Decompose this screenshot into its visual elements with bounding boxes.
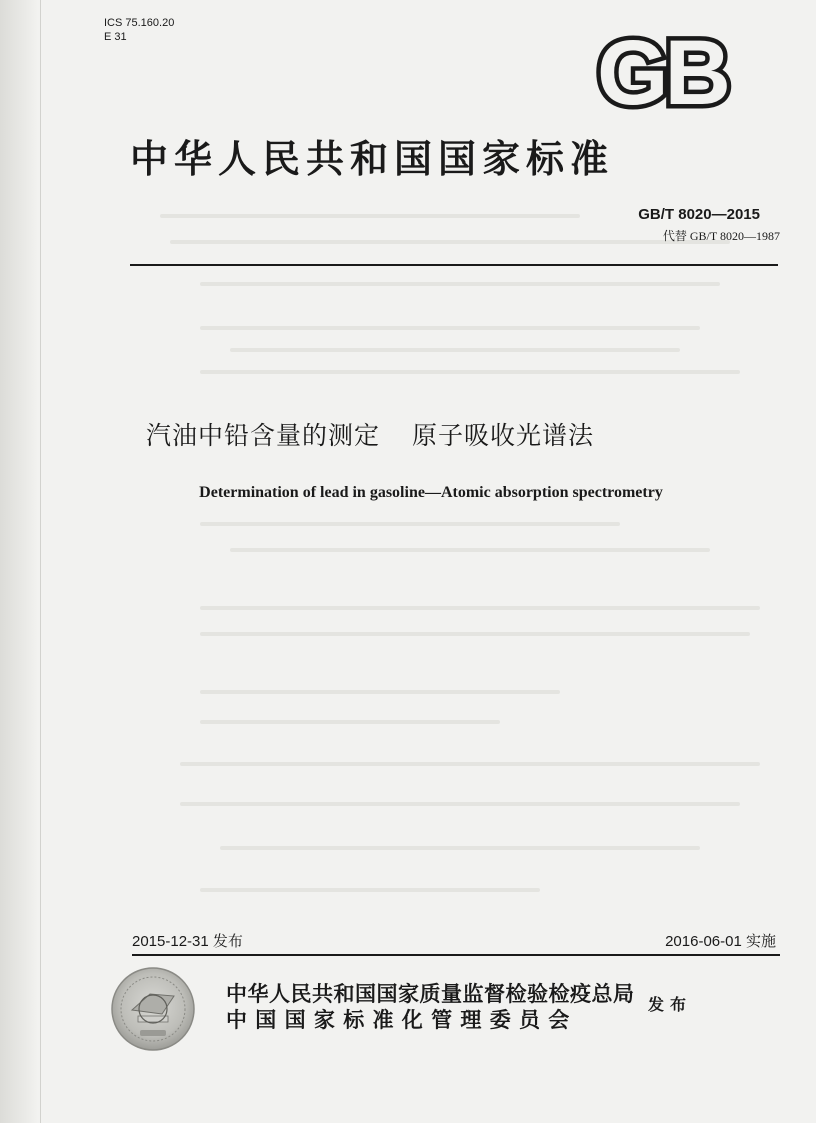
- document-title-zh: [146, 416, 594, 452]
- classification-codes: [104, 16, 174, 44]
- bleed-through-line: [200, 720, 500, 724]
- implementation-date: 2016-06-01 实施: [665, 933, 776, 950]
- document-title-en: Determination of lead in gasoline—Atomic absorption spectrometry: [199, 484, 663, 501]
- page-title: 中华人民共和国国家标准: [130, 137, 615, 181]
- anti-counterfeit-seal-icon: [110, 966, 196, 1052]
- scan-edge-line: [40, 0, 41, 1123]
- gb-logo-text: GB: [597, 30, 727, 116]
- bleed-through-line: [200, 326, 700, 330]
- publish-label: 发布: [648, 995, 693, 1014]
- ics-code: ICS 75.160.20: [104, 17, 175, 29]
- bleed-through-line: [200, 606, 760, 610]
- document-title-zh-part2: 原子吸收光谱法: [412, 421, 595, 450]
- bleed-through-line: [230, 548, 710, 552]
- bleed-through-line: [220, 846, 700, 850]
- gb-logo: [584, 30, 740, 116]
- issue-date: 2015-12-31 发布: [132, 933, 243, 950]
- bleed-through-line: [180, 802, 740, 806]
- top-rule: [130, 264, 778, 266]
- replaces-standard: 代替 GB/T 8020—1987: [662, 229, 780, 243]
- scan-edge-shadow: [0, 0, 38, 1123]
- bleed-through-line: [230, 348, 680, 352]
- bleed-through-line: [200, 522, 620, 526]
- bottom-rule: [132, 954, 780, 956]
- standard-number: GB/T 8020—2015: [638, 206, 760, 223]
- bleed-through-line: [160, 214, 580, 218]
- bleed-through-line: [200, 632, 750, 636]
- bleed-through-line: [200, 282, 720, 286]
- document-title-zh-part1: 汽油中铅含量的测定: [146, 421, 381, 450]
- bleed-through-line: [200, 370, 740, 374]
- bleed-through-line: [180, 762, 760, 766]
- ccs-code: E 31: [104, 31, 127, 43]
- issuer-aqsiq: 中华人民共和国国家质量监督检验检疫总局: [226, 982, 635, 1006]
- bleed-through-line: [200, 888, 540, 892]
- bleed-through-line: [170, 240, 730, 244]
- issuer-sac: 中国国家标准化管理委员会: [226, 1008, 578, 1032]
- bleed-through-line: [200, 690, 560, 694]
